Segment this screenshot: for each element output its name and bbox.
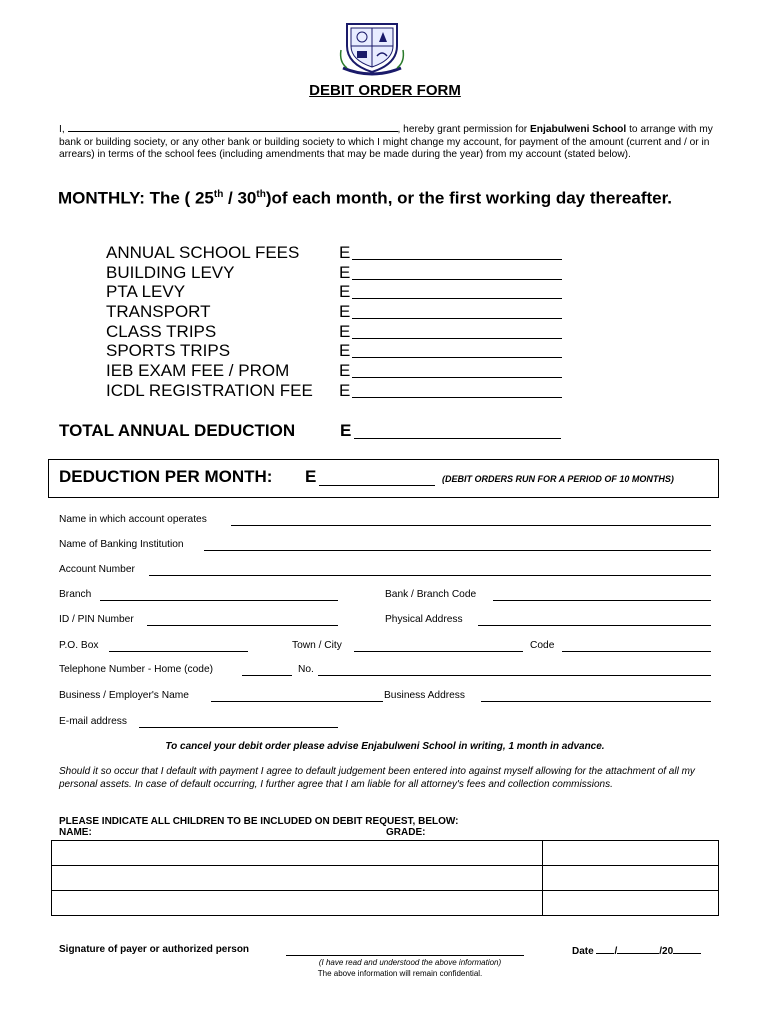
fee-currency: E [339,282,351,302]
branch-code-label: Bank / Branch Code [385,589,477,600]
total-amount-blank[interactable] [354,438,561,439]
monthly-heading [58,184,718,210]
deduction-amount-blank[interactable] [319,485,435,486]
fee-amount-blank[interactable] [352,338,562,339]
telephone-number-blank[interactable] [318,675,711,676]
monthly-part3: )of each month, or the first working day thereafter. [265,188,673,208]
deduction-currency: E [305,467,317,486]
total-annual-deduction-label: TOTAL ANNUAL DEDUCTION [59,421,296,440]
fee-label: SPORTS TRIPS [106,341,231,361]
fee-currency: E [339,243,351,262]
town-city-blank[interactable] [354,651,523,652]
payer-name-blank[interactable] [68,122,398,132]
deduction-per-month-label: DEDUCTION PER MONTH: [59,467,273,486]
table-row [52,841,719,866]
fee-currency: E [339,361,351,381]
intro-rest: to arrange with my bank or building society, or any other bank or building society to which I might change my account, for payment of the amount (current and / or in arrears) in terms of the school fees (including amendments that may be made during the year) from my account (stated below). [59,124,713,161]
telephone-code-blank[interactable] [242,675,292,676]
email-blank[interactable] [139,727,338,728]
child-grade-cell[interactable] [543,866,719,891]
child-grade-cell[interactable] [543,841,719,866]
code-label: Code [530,640,555,651]
business-address-label: Business Address [384,690,465,701]
bank-name-blank[interactable] [204,550,711,551]
fee-currency: E [339,380,351,400]
fee-amount-blank[interactable] [352,357,562,358]
date-year-prefix: /20 [659,946,674,957]
telephone-home-label: Telephone Number - Home (code) [59,664,214,675]
fee-amount-blank[interactable] [352,279,562,280]
fee-label: BUILDING LEVY [106,262,235,282]
branch-label: Branch [59,589,92,600]
cancel-notice: To cancel your debit order please advise Enjabulweni School in writing, 1 month in advance. [165,741,605,752]
email-label: E-mail address [59,716,127,727]
date-field [572,944,701,957]
branch-code-blank[interactable] [493,600,711,601]
confidential-note: The above information will remain confidential. [317,969,483,978]
fee-currency: E [339,262,351,282]
date-day-blank[interactable] [596,944,614,954]
default-notice: Should it so occur that I default with payment I agree to default judgement been entered into against myself allowing for the attachment of all my personal assets. In case of default occurring, I further agree that I am liable for all attorney's fees and collection commissions. [59,766,695,790]
date-year-blank[interactable] [673,944,701,954]
account-name-label: Name in which account operates [59,514,207,525]
children-section-header [59,816,458,838]
children-table [51,840,719,916]
debit-period-note: (DEBIT ORDERS RUN FOR A PERIOD OF 10 MONTHS) [442,474,674,484]
intro-paragraph [59,122,719,162]
fee-label: ICDL REGISTRATION FEE [106,380,313,400]
business-address-blank[interactable] [481,701,711,702]
intro-prefix: I, [59,124,65,135]
fee-amount-blank[interactable] [352,318,562,319]
physical-address-label: Physical Address [385,614,463,625]
fee-amount-blank[interactable] [352,298,562,299]
id-number-blank[interactable] [147,625,338,626]
intro-middle: , hereby grant permission for [397,124,531,135]
table-row [52,866,719,891]
school-crest-logo [337,20,407,78]
account-number-label: Account Number [59,564,135,575]
monthly-sup1: th [213,189,224,200]
bank-name-label: Name of Banking Institution [59,539,184,550]
id-number-label: ID / PIN Number [59,614,134,625]
fee-amount-blank[interactable] [352,259,562,260]
monthly-sup2: th [256,189,266,200]
school-name: Enjabulweni School [530,124,627,135]
name-column-label: NAME: [59,827,92,838]
fee-currency: E [339,341,351,361]
date-separator: / [614,946,618,957]
monthly-part1: MONTHLY: The ( 25 [58,188,214,208]
fee-currency: E [339,321,351,341]
signature-acknowledgement: (I have read and understood the above information) [318,958,502,967]
fee-label: CLASS TRIPS [106,321,217,341]
signature-blank[interactable] [286,955,524,956]
date-month-blank[interactable] [617,944,659,954]
employer-name-blank[interactable] [211,701,383,702]
town-city-label: Town / City [292,640,342,651]
telephone-no-label: No. [298,664,314,675]
physical-address-blank[interactable] [478,625,711,626]
child-name-cell[interactable] [52,841,543,866]
fee-amount-blank[interactable] [352,377,562,378]
child-grade-cell[interactable] [543,891,719,916]
account-name-blank[interactable] [231,525,711,526]
fee-amount-blank[interactable] [352,397,562,398]
child-name-cell[interactable] [52,891,543,916]
branch-blank[interactable] [100,600,338,601]
fee-currency: E [339,302,351,322]
code-blank[interactable] [562,651,711,652]
total-currency: E [340,421,352,440]
fee-label: TRANSPORT [106,302,211,322]
form-title: DEBIT ORDER FORM [309,82,461,99]
table-row [52,891,719,916]
signature-label: Signature of payer or authorized person [59,944,250,955]
fee-label: PTA LEVY [106,282,186,302]
fee-label: ANNUAL SCHOOL FEES [106,243,300,262]
monthly-part2: / 30 [223,188,257,208]
po-box-blank[interactable] [109,651,248,652]
employer-name-label: Business / Employer's Name [59,690,189,701]
grade-column-label: GRADE: [386,827,426,838]
child-name-cell[interactable] [52,866,543,891]
fee-label: IEB EXAM FEE / PROM [106,361,290,381]
po-box-label: P.O. Box [59,640,99,651]
date-label: Date [572,946,594,957]
children-heading: PLEASE INDICATE ALL CHILDREN TO BE INCLUDED ON DEBIT REQUEST, BELOW: [59,816,459,827]
account-number-blank[interactable] [149,575,711,576]
